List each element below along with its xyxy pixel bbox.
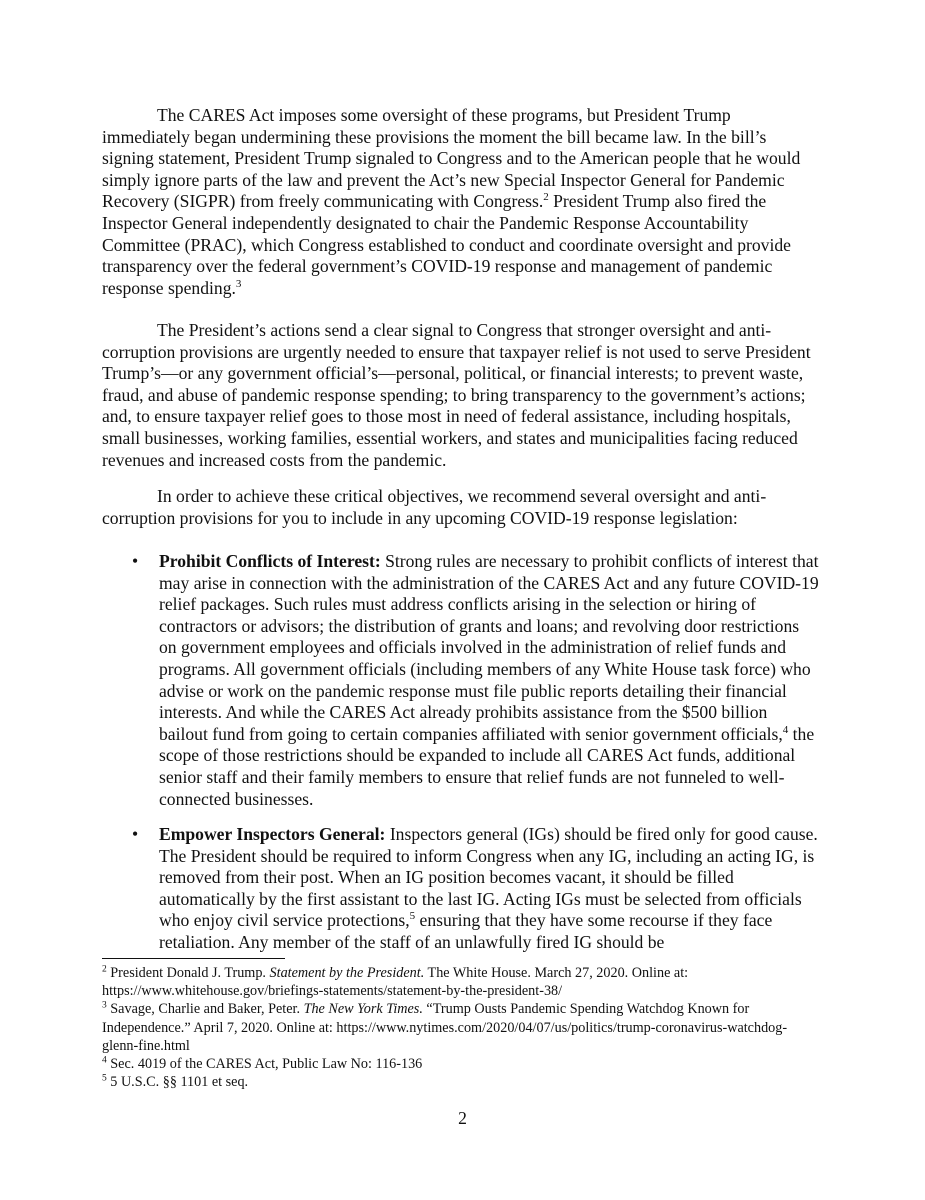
footnote-ref: 4 xyxy=(782,723,789,736)
list-item-body: Inspectors general (IGs) should be fired only for good cause. The President should be required to inform Congress when any IG, including an acting IG, is removed from their post. When an IG position becomes vacant, it should be filled automatically by the first assistant to the last IG. Acting IGs must be selected from officials who enjoy civil service protections, xyxy=(159,824,818,931)
footnote-text: “Trump Ousts Pandemic Spending Watchdog Known for Independence.” April 7, 2020. Online at: https://www.nytimes.com/2020/04/07/us/politics/trump-coronavirus-watchdog-glenn-fine.html xyxy=(102,1001,788,1054)
footnote-text: Savage, Charlie and Baker, Peter. xyxy=(106,1001,304,1018)
footnote-text: President Donald J. Trump. xyxy=(106,965,270,981)
bullet-marker: • xyxy=(132,824,139,844)
footnote-text: The White House. March 27, 2020. Online at: https://www.whitehouse.gov/briefings-statements/statement-by-the-president-38/ xyxy=(102,965,689,1000)
footnote-ref: 2 xyxy=(543,191,549,204)
paragraph-text: President Trump also fired the Inspector General independently designated to chair the Pandemic Response Accountability Committee (PRAC), which Congress established to conduct and coordinate oversight and provide transparency over the federal government’s COVID-19 response and management of pandemic response spending. xyxy=(102,191,791,298)
footnote xyxy=(102,1073,818,1091)
footnote-number: 4 xyxy=(102,1055,107,1066)
paragraph-text: The CARES Act imposes some oversight of these programs, but President Trump immediately began undermining these provisions the moment the bill became law. In the bill’s signing statement, President Trump signaled to Congress and to the American people that he would simply ignore parts of the law and prevent the Act’s new Special Inspector General for Pandemic Recovery (SIGPR) from freely communicating with Congress. xyxy=(102,105,801,212)
footnote-title: Statement by the President. xyxy=(269,965,425,981)
footnote-title: The New York Times. xyxy=(303,1001,423,1018)
list-item-text xyxy=(159,824,819,954)
list-item-heading: Prohibit Conflicts of Interest: xyxy=(159,551,381,571)
list-item-heading: Empower Inspectors General: xyxy=(159,824,386,844)
footnote-text: 5 U.S.C. §§ 1101 et seq. xyxy=(106,1074,249,1091)
footnote-number: 5 xyxy=(102,1073,107,1084)
paragraph-presidents-actions: The President’s actions send a clear signal to Congress that stronger oversight and anti-corruption provisions are urgently needed to ensure that taxpayer relief is not used to serve President Trump’s—or any government official’s—personal, political, or financial interests; to prevent waste, fraud, and abuse of pandemic response spending; to bring transparency to the government’s actions; and, to ensure taxpayer relief goes to those most in need of federal assistance, including hospitals, small businesses, working families, essential workers, and states and municipalities facing reduced revenues and increased costs from the pandemic. xyxy=(102,320,811,470)
footnote-number: 2 xyxy=(102,964,107,975)
footnote xyxy=(102,964,818,1000)
bullet-marker: • xyxy=(132,551,139,571)
list-item-body: Strong rules are necessary to prohibit conflicts of interest that may arise in connection with the administration of the CARES Act and any future COVID-19 relief packages. Such rules must address conflicts arising in the selection or hiring of contractors or advisors; the distribution of grants and loans; and revolving door restrictions on government employees and officials involved in the administration of relief funds and programs. All government officials (including members of any White House task force) who advise or work on the pandemic response must file public reports detailing their financial interests. And while the CARES Act already prohibits assistance from the $500 billion bailout fund from going to certain companies affiliated with senior government officials, xyxy=(159,551,819,744)
footnotes xyxy=(102,964,818,1091)
footnote xyxy=(102,1055,818,1073)
footnote xyxy=(102,1000,818,1055)
footnote-text: Sec. 4019 of the CARES Act, Public Law No: 116-136 xyxy=(106,1056,423,1073)
paragraph-objectives: In order to achieve these critical objectives, we recommend several oversight and anti-corruption provisions for you to include in any upcoming COVID-19 response legislation: xyxy=(102,486,767,528)
footnote-divider xyxy=(102,958,285,959)
page-number: 2 xyxy=(458,1108,467,1128)
list-item-body: the scope of those restrictions should be expanded to include all CARES Act funds, additional senior staff and their family members to ensure that relief funds are not funneled to well-connected businesses. xyxy=(159,723,815,809)
footnote-ref: 5 xyxy=(409,910,416,923)
list-item-body: ensuring that they have some recourse if they face retaliation. Any member of the staff of an unlawfully fired IG should be xyxy=(159,910,773,952)
paragraph-cares-oversight xyxy=(102,105,818,299)
footnote-ref: 3 xyxy=(235,277,242,290)
list-item-text xyxy=(159,551,819,810)
footnote-number: 3 xyxy=(102,1000,107,1011)
